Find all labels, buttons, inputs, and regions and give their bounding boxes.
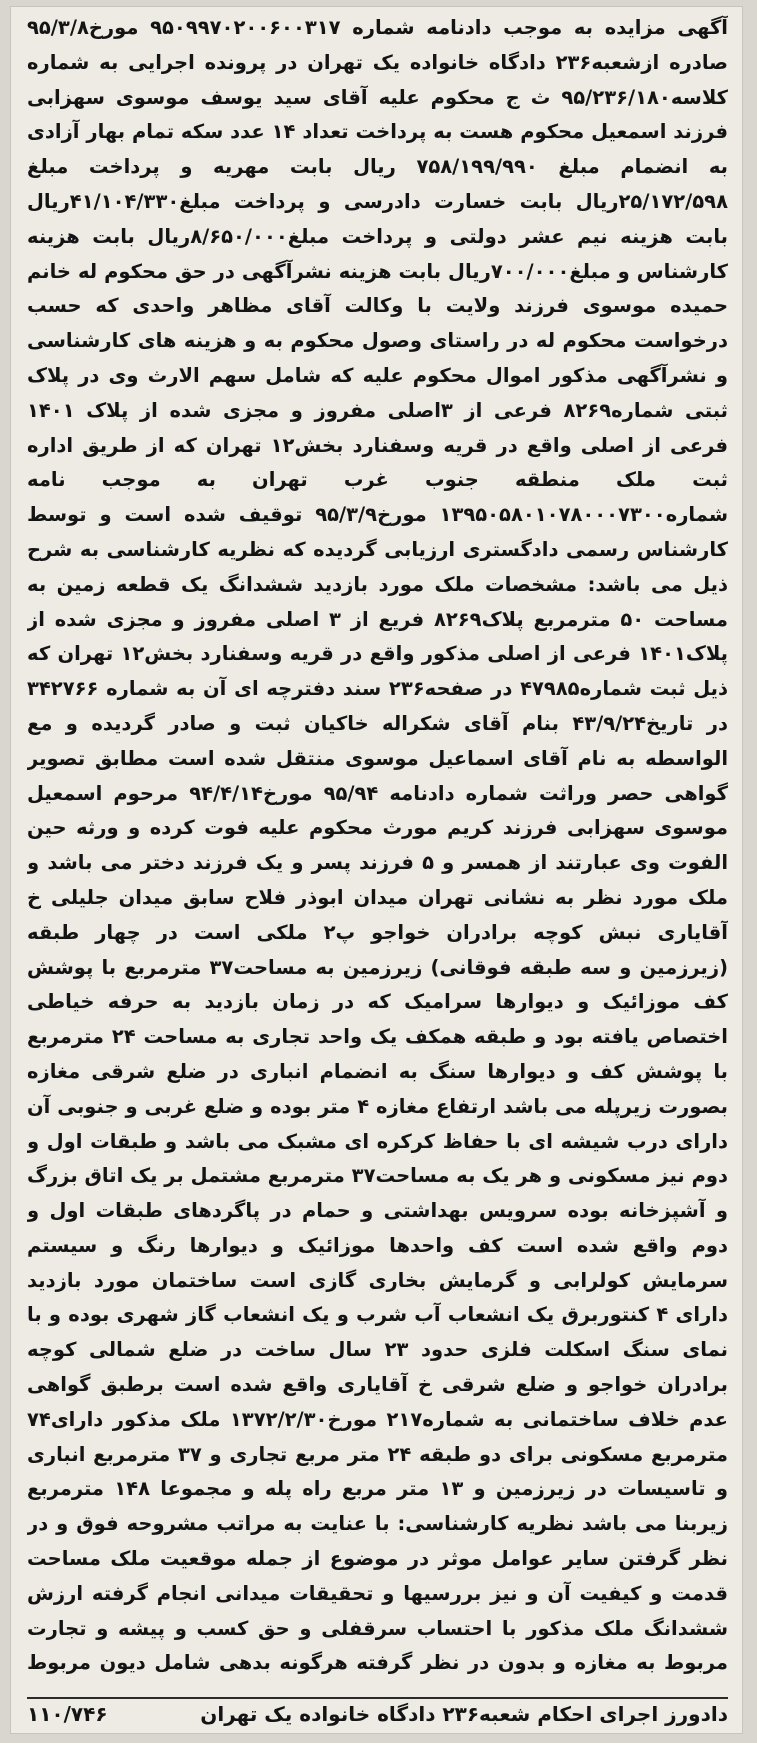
notice-heading: آگهی مزایده	[604, 16, 728, 39]
notice-code: ۱۱۰/۷۴۶	[27, 1702, 108, 1726]
newspaper-clipping	[10, 6, 743, 1734]
auction-notice-text	[27, 11, 728, 1679]
notice-footer	[27, 1697, 728, 1729]
notice-signature: دادورز اجرای احکام شعبه۲۳۶ دادگاه خانواده یک تهران	[200, 1702, 728, 1726]
notice-body-text: به موجب دادنامه شماره ۹۵۰۹۹۷۰۲۰۰۶۰۰۳۱۷ مورخ۹۵/۳/۸ صادره ازشعبه۲۳۶ دادگاه خانواده یک تهران در پرونده اجرایی به شماره کلاسه۹۵/۲۳۶/۱۸۰ ث ج محکوم علیه آقای سید یوسف موسوی سهزابی فرزند اسمعیل محکوم هست به پرداخت تعداد ۱۴ عدد سکه تمام بهار آزادی به انضمام مبلغ ۷۵۸/۱۹۹/۹۹۰ ریال بابت مهریه و پرداخت مبلغ ۲۵/۱۷۲/۵۹۸ریال بابت خسارت دادرسی و پرداخت مبلغ۴۱/۱۰۴/۳۳۰ریال بابت هزینه نیم عشر دولتی و پرداخت مبلغ۸/۶۵۰/۰۰۰ریال بابت هزینه کارشناس و مبلغ۷۰۰/۰۰۰ریال بابت هزینه نشرآگهی در حق محکوم له خانم حمیده موسوی فرزند ولایت با وکالت آقای مظاهر واحدی که حسب درخواست محکوم له در راستای وصول محکوم به و هزینه های کارشناسی و نشرآگهی مذکور اموال محکوم علیه که شامل سهم الارث وی در پلاک ثبتی شماره۸۲۶۹ فرعی از ۳اصلی مفروز و مجزی شده از پلاک ۱۴۰۱ فرعی از اصلی واقع در قریه وسفنارد بخش۱۲ تهران که از طریق اداره ثبت ملک منطقه جنوب غرب تهران به موجب نامه شماره۱۳۹۵۰۵۸۰۱۰۷۸۰۰۰۷۳۰۰ مورخ۹۵/۳/۹ توقیف شده است و توسط کارشناس رسمی دادگستری ارزیابی گردیده که نظریه کارشناسی به شرح ذیل می باشد: مشخصات ملک مورد بازدید ششدانگ یک قطعه زمین به مساحت ۵۰ مترمربع پلاک۸۲۶۹ فریع از ۳ اصلی مفروز و مجزی شده از پلاک۱۴۰۱ فرعی از اصلی مذکور واقع در قریه وسفنارد بخش۱۲ تهران که ذیل ثبت شماره۴۷۹۸۵ در صفحه۲۳۶ سند دفترچه ای آن به شماره ۳۴۲۷۶۶ در تاریخ۴۳/۹/۲۴ بنام آقای شکراله خاکیان ثبت و صادر گردیده و مع الواسطه به نام آقای اسماعیل موسوی منتقل شده است مطابق تصویر گواهی حصر وراثت شماره دادنامه ۹۵/۹۴ مورخ۹۴/۴/۱۴ مرحوم اسمعیل موسوی سهزابی فرزند کریم مورث محکوم علیه فوت کرده و ورثه حین الفوت وی عبارتند از همسر و ۵ فرزند پسر و یک فرزند دختر می باشد و ملک مورد نظر به نشانی تهران میدان ابوذر فلاح سابق میدان جلیلی خ آقایاری نبش کوچه برادران خواجو پ۲ ملکی است در چهار طبقه (زیرزمین و سه طبقه فوقانی) زیرزمین به مساحت۳۷ مترمربع با پوشش کف موزائیک و دیوارها سرامیک که در زمان بازدید به حرفه خیاطی اختصاص یافته بود و طبقه همکف یک واحد تجاری به مساحت ۲۴ مترمربع با پوشش کف و دیوارها سنگ به انضمام انباری در ضلع شرقی مغازه بصورت زیرپله می باشد ارتفاع مغازه ۴ متر بوده و ضلع غربی و جنوبی آن دارای درب شیشه ای با حفاظ کرکره ای مشبک می باشد و طبقات اول و دوم نیز مسکونی و هر یک به مساحت۳۷ مترمربع مشتمل بر یک اتاق بزرگ و آشپزخانه بوده سرویس بهداشتی و حمام در پاگردهای طبقات اول و دوم واقع شده است کف واحدها موزائیک و دیوارها رنگ و سیستم سرمایش کولرابی و گرمایش بخاری گازی است ساختمان مورد بازدید دارای ۴ کنتوربرق یک انشعاب آب شرب و یک انشعاب گاز شهری بوده و با نمای سنگ اسکلت فلزی حدود ۲۳ سال ساخت در ضلع شمالی کوچه برادران خواجو و ضلع شرقی خ آقایاری واقع شده است برطبق گواهی عدم خلاف ساختمانی به شماره۲۱۷ مورخ۱۳۷۲/۲/۳۰ ملک مذکور دارای۷۴ مترمربع مسکونی برای دو طبقه ۲۴ متر مربع تجاری و ۳۷ مترمربع انباری و تاسیسات در زیرزمین و ۱۳ متر مربع راه پله و مجموعا ۱۴۸ مترمربع زیربنا می باشد نظریه کارشناسی: با عنایت به مراتب مشروحه فوق و در نظر گرفتن سایر عوامل موثر در موضوع از جمله موقعیت ملک مساحت قدمت و کیفیت آن و نیز بررسیها و تحقیقات میدانی انجام گرفته ارزش ششدانگ ملک مذکور با احتساب سرقفلی و حق کسب و پیشه و تجارت مربوط به مغازه و بدون در نظر گرفته هرگونه بدهی شامل دیون مربوط	[27, 16, 728, 1675]
